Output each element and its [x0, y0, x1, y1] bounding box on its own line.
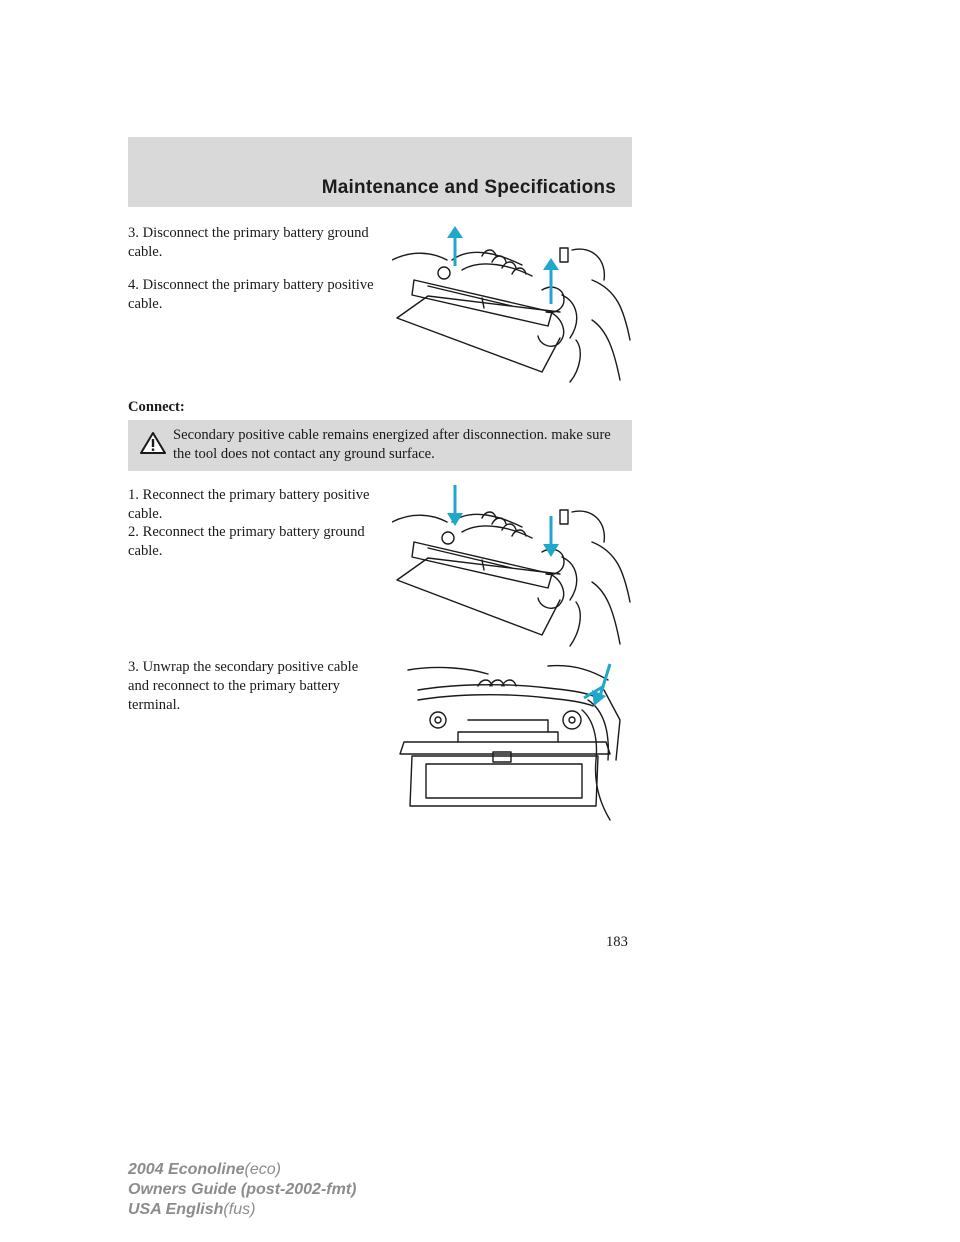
footer-guide: Owners Guide (post-2002-fmt)	[128, 1181, 357, 1198]
step-reconnect-ground: 2. Reconnect the primary battery ground cable.	[128, 524, 365, 559]
footer-language: USA English	[128, 1201, 224, 1218]
step-disconnect-positive: 4. Disconnect the primary battery positive cable.	[128, 277, 374, 312]
section-header-band	[128, 137, 632, 207]
connect-heading: Connect:	[128, 399, 185, 415]
footer-language-code: (fus)	[223, 1201, 256, 1218]
document-footer	[128, 1160, 356, 1220]
footer-model: 2004 Econoline	[128, 1161, 245, 1178]
warning-triangle-icon	[140, 431, 166, 455]
step-reconnect-secondary: 3. Unwrap the secondary positive cable and reconnect to the primary battery terminal.	[128, 659, 359, 713]
battery-reconnect-illustration	[392, 480, 632, 648]
footer-model-code: (eco)	[244, 1161, 281, 1178]
warning-box	[128, 420, 632, 471]
section-title: Maintenance and Specifications	[321, 177, 616, 198]
battery-disconnect-illustration	[392, 220, 632, 385]
secondary-cable-illustration	[398, 660, 624, 822]
warning-text: Secondary positive cable remains energized after disconnection. make sure the tool does not contact any ground surface.	[173, 427, 611, 462]
step-reconnect-positive: 1. Reconnect the primary battery positive cable.	[128, 487, 370, 522]
page-number: 183	[606, 934, 628, 950]
step-disconnect-ground: 3. Disconnect the primary battery ground cable.	[128, 225, 369, 260]
